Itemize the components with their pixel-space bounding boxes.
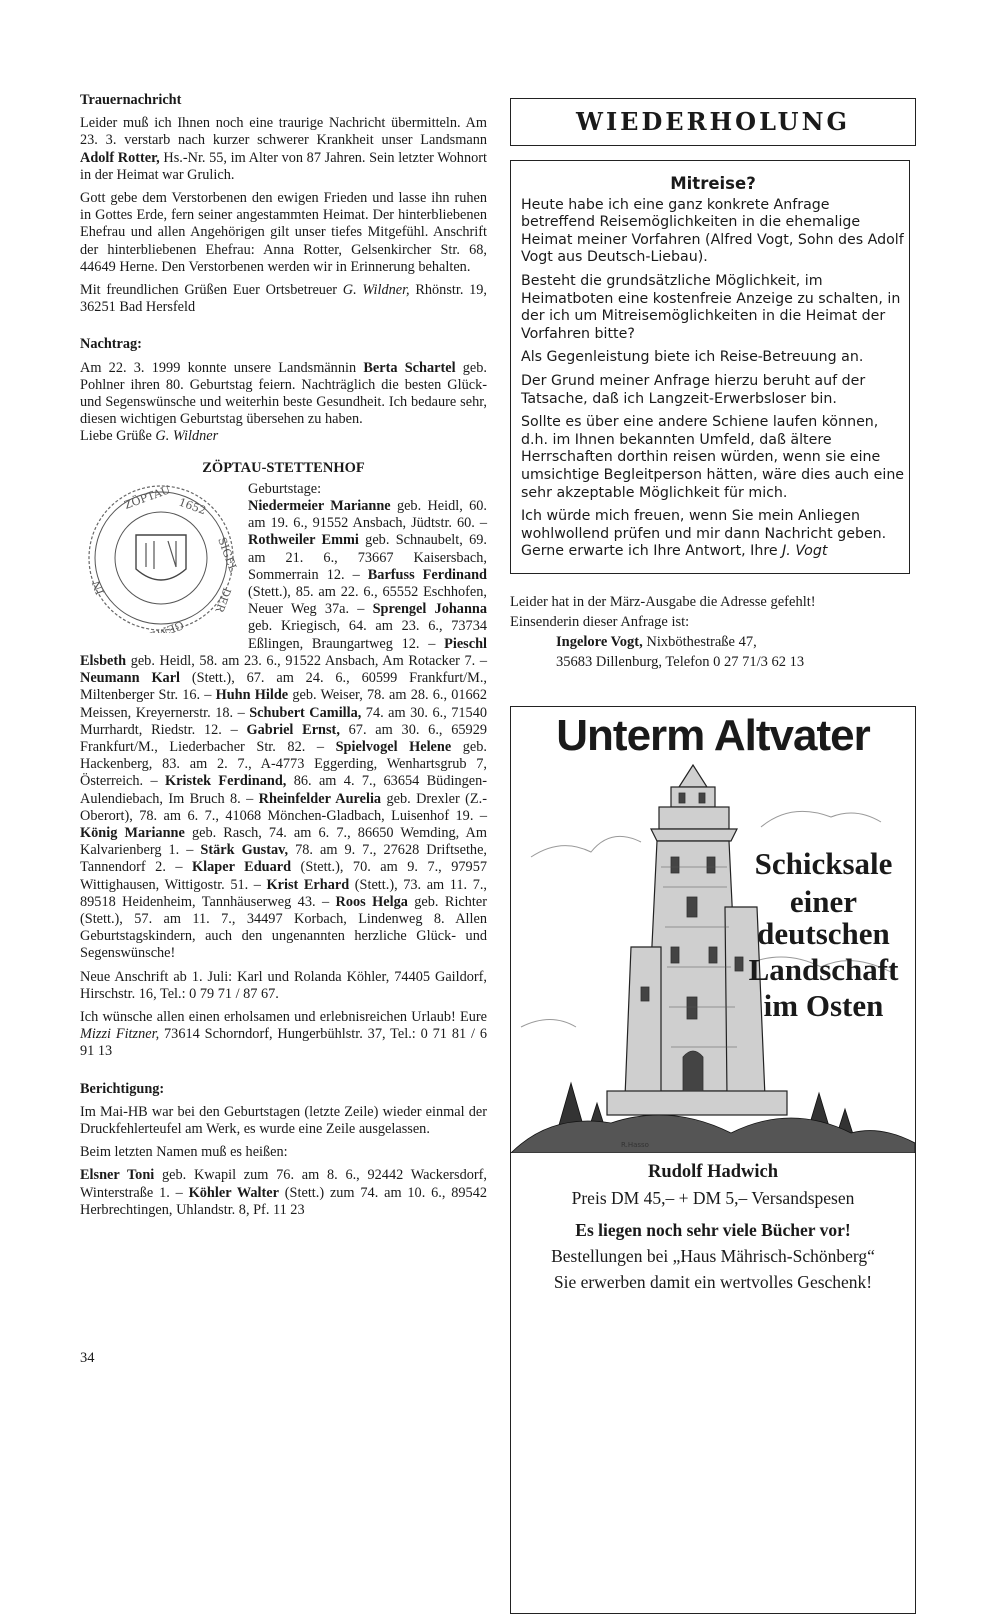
text: Hs.-Nr. 55, im Alter von 87 Jahren. Sein letzter Wohnort in der Heimat war Grulich.: [80, 149, 487, 183]
text: Am 22. 3. 1999 konnte unsere Landsmännin: [80, 359, 364, 376]
text: geb. Schnaubelt, 69. am 21. 6., 73667 Kaisersbach, Sommerrain 12. –: [248, 532, 487, 583]
text: Rhönstr. 19, 36251 Bad Hersfeld: [80, 282, 487, 316]
book-order-info: Bestellungen bei „Haus Mährisch-Schönberg“: [551, 1246, 875, 1266]
text: Leider muß ich Ihnen noch eine traurige Nachricht übermitteln. Am 23. 3. verstarb nach kurzer schwerer Krankheit unser Landsmann: [80, 115, 487, 149]
book-cover-illustration: [511, 707, 915, 1153]
text: Mit freundlichen Grüßen Euer Ortsbetreuer: [80, 282, 343, 299]
text: geb. Richter (Stett.), 57. am 11. 7., 34497 Korbach, Lindenweg 8. Allen Geburtstagskindern, auch den ungenannten herzliche Glück- und Segenswünsche!: [80, 893, 487, 962]
wiederholung-banner: WIEDERHOLUNG: [510, 98, 916, 146]
address-note: [510, 592, 910, 672]
mitreise-paragraph-2: Besteht die grundsätzliche Möglichkeit, im Heimatboten eine kostenfreie Anzeige zu schalten, in der ich um Mitreisemöglichkeiten in die Heimat der Vorfahren bitte?: [521, 272, 901, 342]
birthday-name: Klaper Eduard: [192, 859, 292, 876]
book-subtitle-3: deutschen: [757, 916, 890, 951]
trauer-paragraph-3: [80, 282, 487, 316]
text: geb. Drexler (Z.-Oberort), 78. am 6. 7., 41068 Mönchen-Gladbach, Luisenhof 19. –: [80, 790, 487, 824]
signature-name: J. Vogt: [782, 543, 828, 560]
text: geb. Hackenberg, 83. am 2. 7., A-4773 Eggerding, Wenhartsgrub 7, Österreich. –: [80, 738, 487, 790]
birthday-name: Schubert Camilla,: [249, 704, 362, 721]
birthday-name: König Marianne: [80, 824, 185, 841]
book-stock-note: Es liegen noch sehr viele Bücher vor!: [575, 1220, 851, 1240]
text: (Stett.), 70. am 9. 7., 97957 Wittighausen, Wittigostr. 51. –: [80, 859, 487, 893]
book-author: Rudolf Hadwich: [647, 1162, 779, 1182]
text: geb. Pohlner ihren 80. Geburtstag feiern. Nachträglich die besten Glück- und Segenswünsche und weiterhin beste Gesundheit. Ich bedaure sehr, diesen wichtigen Geburtstag übersehen zu haben.: [80, 359, 487, 428]
mitreise-paragraph-5: Sollte es über eine andere Schiene laufen können, d.h. im Ihnen bekannten Umfeld, daß ältere Herrschaften dorthin reisen würden, wenn sie eine umsichtige Begleitperson hätten, wäre dies auch eine sehr akzeptable Möglichkeit für mich.: [521, 414, 905, 501]
text: Ich wünsche allen einen erholsamen und erlebnisreichen Urlaub! Eure: [80, 1008, 487, 1025]
text: (Stett.) zum 74. am 10. 6., 89542 Herbrechtingen, Uhlandstr. 8, Pf. 11 23: [80, 1184, 487, 1218]
text: 86. am 4. 7., 63654 Büdingen-Aulendiebach, Im Bruch 8. –: [80, 773, 488, 807]
berichtigung-paragraph-3: [80, 1167, 487, 1219]
address-note-line-2: Einsenderin dieser Anfrage ist:: [510, 614, 690, 630]
nachtrag-paragraph: [80, 360, 487, 429]
left-column: [80, 92, 487, 1225]
birthday-name: Pieschl Elsbeth: [80, 635, 487, 669]
trauer-paragraph-2: Gott gebe dem Verstorbenen den ewigen Frieden und lasse ihn ruhen in Gottes Erde, fern seiner angestammten Heimat. Der hinterbliebenen Ehefrau und allen Angehörigen gilt unser tiefes Mitgefühl. Anschrift der hinterbliebenen Ehefrau: Anna Rotter, Gelsenkircher Str. 68, 44649 Herne. Den Verstorbenen werden wir in Erinnerung behalten.: [80, 190, 487, 275]
birthday-name: Rheinfelder Aurelia: [258, 790, 382, 807]
nachtrag-heading: Nachtrag:: [80, 336, 142, 353]
birthday-name: Stärk Gustav,: [200, 842, 289, 859]
seal-svg: [82, 483, 240, 633]
book-ad-text: [511, 1159, 915, 1295]
mitreise-box: [510, 160, 910, 574]
birthday-name: Rothweiler Emmi: [248, 532, 359, 549]
book-advertisement: [510, 706, 916, 1614]
text: geb. Heidl, 60. am 19. 6., 91552 Ansbach, Jüdtstr. 60. –: [248, 498, 487, 532]
svg-text:GEMEIN: GEMEIN: [133, 618, 186, 633]
birthday-name: Niedermeier Marianne: [248, 498, 391, 515]
berichtigung-heading: Berichtigung:: [80, 1080, 165, 1097]
berichtigung-paragraph-2: Beim letzten Namen muß es heißen:: [80, 1144, 288, 1161]
text: 74. am 30. 6., 71540 Murrhardt, Riedstr. 12. –: [80, 704, 487, 738]
book-gift-note: Sie erwerben damit ein wertvolles Geschenk!: [553, 1272, 873, 1292]
text: 67. am 30. 6., 65929 Frankfurt/M., Liederbacher Str. 82. –: [80, 721, 487, 755]
sender-name: Ingelore Vogt,: [556, 634, 643, 650]
zoeptau-title: ZÖPTAU-STETTENHOF: [202, 459, 365, 476]
book-price: Preis DM 45,– + DM 5,– Versandspesen: [571, 1188, 855, 1208]
birthday-name: Berta Schartel: [363, 359, 456, 376]
birthday-name: Roos Helga: [335, 893, 408, 910]
book-subtitle-2: einer: [789, 884, 858, 919]
book-title: Unterm Altvater: [556, 711, 870, 760]
nachtrag-signature: [80, 428, 487, 445]
page-number: 34: [80, 1350, 95, 1366]
book-subtitle-1: Schicksale: [754, 846, 893, 881]
address-line-2: 35683 Dillenburg, Telefon 0 27 71/3 62 13: [556, 654, 805, 670]
address-note-line-1: Leider hat in der März-Ausgabe die Adresse gefehlt!: [510, 594, 816, 610]
trauer-heading: Trauernachricht: [80, 92, 182, 108]
text: (Stett.), 67. am 24. 6., 60599 Frankfurt/M., Miltenberger Str. 16. –: [80, 670, 487, 704]
book-subtitle-5: im Osten: [763, 988, 884, 1023]
town-seal-image: [82, 483, 240, 633]
signature-name: Mizzi Fitzner,: [80, 1026, 160, 1043]
text: Liebe Grüße: [80, 428, 156, 445]
birthday-name: Spielvogel Helene: [335, 738, 452, 755]
berichtigung-paragraph-1: Im Mai-HB war bei den Geburtstagen (letzte Zeile) wieder einmal der Druckfehlerteufel am Werk, es wurde eine Zeile ausgelassen.: [80, 1103, 487, 1137]
svg-text:IN: IN: [89, 578, 107, 597]
trauer-paragraph-1: [80, 115, 487, 184]
birthday-name: Elsner Toni: [80, 1167, 155, 1184]
mitreise-paragraph-1: Heute habe ich eine ganz konkrete Anfrage betreffend Reisemöglichkeiten in die ehemalige Heimat meiner Vorfahren (Alfred Vogt, Sohn des Adolf Vogt aus Deutsch-Liebau).: [521, 196, 904, 266]
text: (Stett.), 85. am 22. 6., 65552 Eschhofen, Neuer Weg 37a. –: [248, 584, 487, 618]
text: Nixböthestraße 47,: [642, 634, 757, 650]
svg-text:ZÖPTAU: ZÖPTAU: [122, 483, 173, 512]
signature-name: G. Wildner: [155, 428, 219, 445]
text: 78. am 9. 7., 27628 Driftsethe, Tannendorf 2. –: [80, 842, 487, 876]
new-address-paragraph: Neue Anschrift ab 1. Juli: Karl und Rolanda Köhler, 74405 Gaildorf, Hirschstr. 16, Tel.: 0 79 71 / 87 67.: [80, 968, 487, 1002]
deceased-name: Adolf Rotter,: [80, 149, 160, 166]
holiday-wishes-paragraph: [80, 1009, 487, 1061]
mitreise-paragraph-4: Der Grund meiner Anfrage hierzu beruht auf der Tatsache, daß ich Langzeit-Erwerbsloser bin.: [521, 372, 866, 407]
mitreise-heading: Mitreise?: [670, 174, 756, 193]
svg-text:1652: 1652: [176, 495, 208, 518]
signature-name: G. Wildner,: [342, 282, 410, 299]
mitreise-paragraph-6: [521, 508, 905, 561]
text: geb. Kwapil zum 76. am 8. 6., 92442 Wackersdorf, Winterstraße 1. –: [80, 1167, 487, 1201]
mitreise-paragraph-3: Als Gegenleistung biete ich Reise-Betreuung an.: [521, 349, 864, 366]
address-line-1: [510, 632, 910, 652]
text: Geburtstage:: [248, 480, 322, 497]
birthday-name: Neumann Karl: [80, 670, 181, 687]
text: geb. Rasch, 74. am 6. 7., 86650 Wemding, Am Kalvarienberg 1. –: [80, 824, 487, 859]
book-subtitle-4: Landschaft: [748, 952, 899, 987]
text: geb. Heidl, 58. am 23. 6., 91522 Ansbach, Am Rotacker 7. –: [126, 652, 487, 669]
birthday-name: Kristek Ferdinand,: [165, 773, 287, 790]
artist-signature: R.Hasso: [621, 1141, 649, 1149]
birthday-name: Gabriel Ernst,: [246, 721, 340, 738]
text: geb. Kriegisch, 64. am 23. 6., 73734 Eßlingen, Braungartweg 12. –: [248, 618, 487, 652]
text: 73614 Schorndorf, Hungerbühlstr. 37, Tel.: 0 71 81 / 6 91 13: [80, 1026, 487, 1060]
text: Ich würde mich freuen, wenn Sie mein Anliegen wohlwollend prüfen und mir dann Nachricht geben. Gerne erwarte ich Ihre Antwort, Ihre: [521, 508, 887, 560]
birthday-name: Barfuss Ferdinand: [367, 566, 488, 583]
birthday-name: Krist Erhard: [266, 876, 350, 893]
svg-text:SIGEL: SIGEL: [215, 535, 240, 574]
birthday-name: Köhler Walter: [188, 1184, 279, 1201]
svg-text:DER: DER: [212, 585, 234, 614]
text: geb. Weiser, 78. am 28. 6., 01662 Meissen, Kreyernerstr. 18. –: [80, 687, 487, 721]
birthday-name: Sprengel Johanna: [372, 601, 487, 618]
text: (Stett.), 73. am 11. 7., 89518 Heidenheim, Tannhäuserweg 43. –: [80, 876, 487, 910]
birthday-name: Huhn Hilde: [215, 687, 289, 704]
